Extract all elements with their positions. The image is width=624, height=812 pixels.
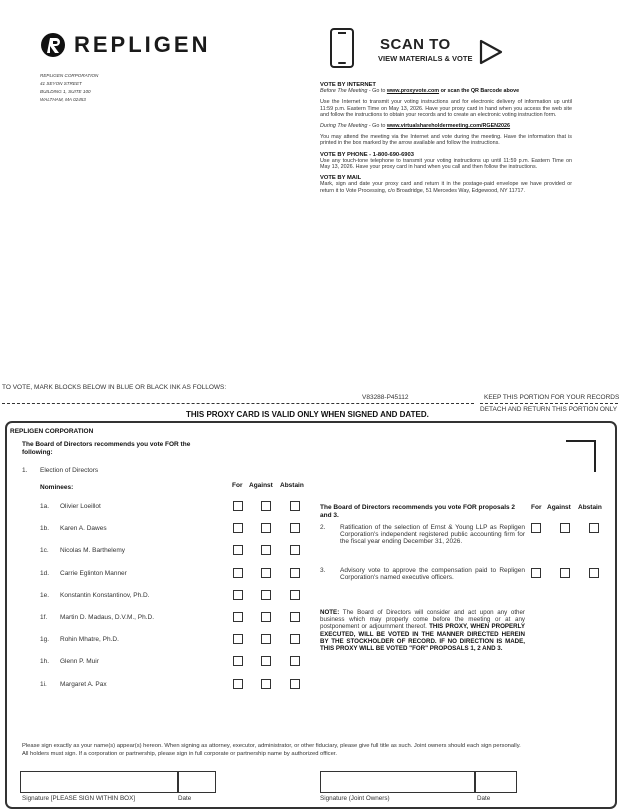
valid-notice: THIS PROXY CARD IS VALID ONLY WHEN SIGNED AND DATED. bbox=[186, 410, 429, 419]
joint-date-label: Date bbox=[477, 795, 491, 802]
detach-line bbox=[2, 403, 474, 404]
checkbox-against[interactable] bbox=[261, 545, 271, 555]
checkbox-for[interactable] bbox=[233, 612, 243, 622]
nominee-row: 1i. Margaret A. Pax bbox=[40, 681, 107, 688]
col-abstain-2: Abstain bbox=[578, 504, 602, 511]
scan-subtitle: VIEW MATERIALS & VOTE bbox=[378, 54, 473, 63]
checkbox-against[interactable] bbox=[560, 568, 570, 578]
date-label: Date bbox=[178, 795, 192, 802]
checkbox-abstain[interactable] bbox=[290, 656, 300, 666]
nominees-label: Nominees: bbox=[40, 484, 74, 491]
checkbox-against[interactable] bbox=[261, 612, 271, 622]
checkbox-abstain[interactable] bbox=[589, 523, 599, 533]
joint-date-box[interactable] bbox=[475, 771, 517, 793]
checkbox-against[interactable] bbox=[261, 501, 271, 511]
virtual-meeting-link[interactable]: www.virtualshareholdermeeting.com/RGEN2026 bbox=[386, 123, 511, 130]
checkbox-abstain[interactable] bbox=[290, 679, 300, 689]
checkbox-against[interactable] bbox=[261, 568, 271, 578]
board-recommendation-2: The Board of Directors recommends you vote FOR proposals 2 and 3. bbox=[320, 504, 516, 519]
detach-label: DETACH AND RETURN THIS PORTION ONLY bbox=[480, 406, 618, 413]
checkbox-against[interactable] bbox=[261, 656, 271, 666]
scan-title: SCAN TO bbox=[380, 36, 451, 53]
checkbox-against[interactable] bbox=[261, 590, 271, 600]
election-item: 1. Election of Directors bbox=[22, 467, 99, 474]
date-box[interactable] bbox=[178, 771, 216, 793]
repligen-logo bbox=[40, 30, 210, 60]
checkbox-abstain[interactable] bbox=[290, 545, 300, 555]
ink-instructions: TO VOTE, MARK BLOCKS BELOW IN BLUE OR BLACK INK AS FOLLOWS: bbox=[2, 384, 227, 391]
smartphone-icon bbox=[330, 28, 354, 68]
nominee-row: 1h. Glenn P. Muir bbox=[40, 658, 99, 665]
checkbox-against[interactable] bbox=[560, 523, 570, 533]
arrow-play-icon bbox=[478, 38, 504, 66]
checkbox-against[interactable] bbox=[261, 679, 271, 689]
checkbox-for[interactable] bbox=[233, 590, 243, 600]
col-abstain: Abstain bbox=[280, 482, 304, 489]
col-for-2: For bbox=[531, 504, 542, 511]
keep-portion-label: KEEP THIS PORTION FOR YOUR RECORDS bbox=[484, 394, 620, 401]
checkbox-for[interactable] bbox=[531, 523, 541, 533]
checkbox-for[interactable] bbox=[233, 568, 243, 578]
nominee-row: 1a. Olivier Loeillot bbox=[40, 503, 101, 510]
checkbox-against[interactable] bbox=[261, 523, 271, 533]
detach-line-right bbox=[480, 403, 618, 404]
joint-signature-label: Signature (Joint Owners) bbox=[320, 795, 390, 802]
col-against: Against bbox=[249, 482, 273, 489]
joint-signature-box[interactable] bbox=[320, 771, 475, 793]
card-corp-name: REPLIGEN CORPORATION bbox=[10, 428, 94, 435]
nominee-row: 1c. Nicolas M. Barthelemy bbox=[40, 547, 126, 554]
company-name: REPLIGEN bbox=[74, 32, 211, 57]
vote-mail-heading: VOTE BY MAIL bbox=[320, 175, 362, 182]
proposal-row: 2. Ratification of the selection of Ernst & Young LLP as Repligen Corporation's independent registered public accounting firm for the fiscal year ending December 31, 2026. bbox=[320, 524, 525, 546]
company-address: REPLIGEN CORPORATION 41 SEYON STREET BUILDING 1, SUITE 100 WALTHAM, MA 02453 bbox=[40, 73, 99, 102]
voting-instructions: VOTE BY INTERNET Before The Meeting - Go to www.proxyvote.com or scan the QR Barcode above Use the Internet to transmit your voting instructions and for electronic delivery of information up until 11:59 p.m. Eastern Time on May 13, 2026. Have your proxy card in hand when you access the web site and follow the instructions to obtain your records and to create an electronic voting instruction form. During The Meeting - Go to www.virtualshareholdermeeting.com/RGEN2026 You may attend the meeting via the Internet and vote during the meeting. Have the information that is printed in the box marked by the arrow available and follow the instructions. VOTE BY PHONE - 1-800-690-6903 Use any touch-tone telephone to transmit your voting instructions up until 11:59 p.m. Eastern Time on May 13, 2026. Have your proxy card in hand when you call and then follow the instructions. VOTE BY MAIL Mark, sign and date your proxy card and return it in the postage-paid envelope we have provided or return it to Vote Processing, c/o Broadridge, 51 Mercedes Way, Edgewood, NY 11717. bbox=[320, 82, 572, 194]
checkbox-abstain[interactable] bbox=[290, 568, 300, 578]
col-for: For bbox=[232, 482, 243, 489]
checkbox-for[interactable] bbox=[233, 634, 243, 644]
checkbox-abstain[interactable] bbox=[290, 523, 300, 533]
checkbox-for[interactable] bbox=[233, 656, 243, 666]
nominee-row: 1e. Konstantin Konstantinov, Ph.D. bbox=[40, 592, 150, 599]
checkbox-abstain[interactable] bbox=[290, 634, 300, 644]
checkbox-abstain[interactable] bbox=[589, 568, 599, 578]
nominee-row: 1g. Rohin Mhatre, Ph.D. bbox=[40, 636, 119, 643]
vote-internet-heading: VOTE BY INTERNET bbox=[320, 82, 376, 88]
note-text: NOTE: The Board of Directors will consider and act upon any other business which may properly come before the meeting or at any postponement or adjournment thereof. THIS PROXY, WHEN PROPERLY EXECUTED, WILL BE VOTED IN THE MANNER DIRECTED HEREIN BY THE STOCKHOLDER OF RECORD. IF NO DIRECTION IS MADE, THIS PROXY WILL BE VOTED "FOR" PROPOSALS 1, 2 AND 3. bbox=[320, 609, 525, 653]
proposal-row: 3. Advisory vote to approve the compensation paid to Repligen Corporation's named executive officers. bbox=[320, 567, 525, 582]
checkbox-for[interactable] bbox=[233, 545, 243, 555]
checkbox-for[interactable] bbox=[233, 523, 243, 533]
signature-label: Signature [PLEASE SIGN WITHIN BOX] bbox=[22, 795, 136, 802]
nominee-row: 1b. Karen A. Dawes bbox=[40, 525, 107, 532]
proxyvote-link[interactable]: www.proxyvote.com bbox=[386, 88, 440, 95]
nominee-row: 1f. Martin D. Madaus, D.V.M., Ph.D. bbox=[40, 614, 155, 621]
checkbox-abstain[interactable] bbox=[290, 612, 300, 622]
signature-box[interactable] bbox=[20, 771, 178, 793]
checkbox-abstain[interactable] bbox=[290, 590, 300, 600]
nominee-row: 1d. Carrie Eglinton Manner bbox=[40, 570, 127, 577]
checkbox-for[interactable] bbox=[233, 679, 243, 689]
checkbox-abstain[interactable] bbox=[290, 501, 300, 511]
repligen-logo-icon bbox=[40, 30, 66, 60]
control-number: V83288-P45112 bbox=[362, 394, 409, 401]
signing-instructions: Please sign exactly as your name(s) appear(s) hereon. When signing as attorney, executor, administrator, or other fiduciary, please give full title as such. Joint owners should each sign personally. All holders must sign. If a corporation or partnership, please sign in full corporate or partnership name by authorized officer. bbox=[22, 743, 521, 757]
checkbox-for[interactable] bbox=[233, 501, 243, 511]
checkbox-for[interactable] bbox=[531, 568, 541, 578]
col-against-2: Against bbox=[547, 504, 571, 511]
board-recommendation-1: The Board of Directors recommends you vote FOR the following: bbox=[22, 441, 191, 456]
vote-phone-heading: VOTE BY PHONE - 1-800-690-6903 bbox=[320, 151, 414, 158]
corner-mark bbox=[566, 440, 596, 472]
checkbox-against[interactable] bbox=[261, 634, 271, 644]
